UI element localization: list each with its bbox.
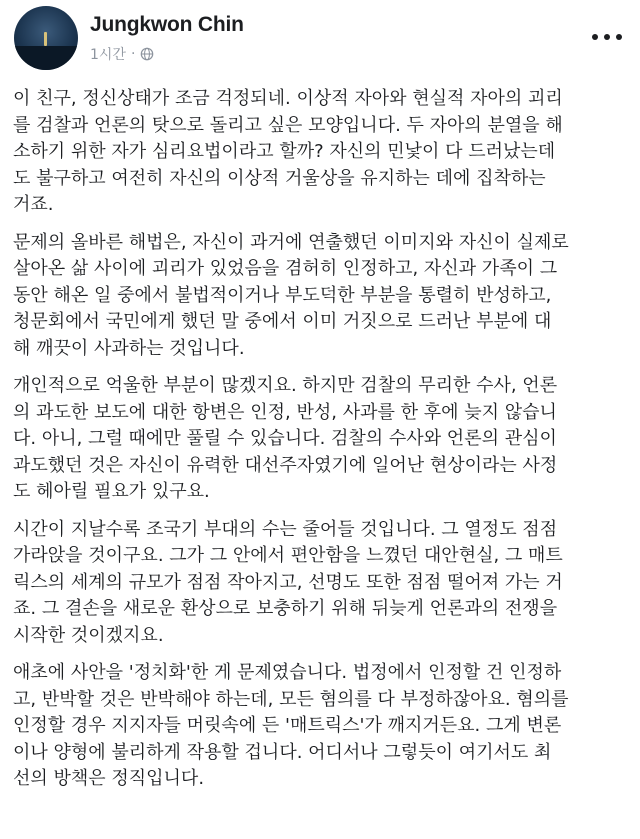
post-body [13, 86, 627, 804]
globe-icon [140, 47, 154, 61]
more-dot [592, 34, 598, 40]
more-dot [604, 34, 610, 40]
paragraph-line: 시간이 지날수록 조국기 부대의 수는 줄어들 것입니다. 그 열정도 점점 [13, 518, 558, 540]
paragraph-line: 과도했던 것은 자신이 유력한 대선주자였기에 일어난 현상이라는 사정 [13, 454, 558, 476]
meta-separator: · [130, 46, 136, 62]
post-paragraph [13, 517, 627, 650]
post-meta [90, 44, 154, 64]
paragraph-line: 가라앉을 것이구요. 그가 그 안에서 편안함을 느꼈던 대안현실, 그 매트 [13, 545, 563, 566]
paragraph-line: 청문회에서 국민에게 했던 말 중에서 이미 거짓으로 드러난 부분에 대 [13, 311, 552, 332]
paragraph-line: 해 깨끗이 사과하는 것입니다. [13, 337, 245, 359]
paragraph-line: 를 검찰과 언론의 탓으로 돌리고 싶은 모양입니다. 두 자아의 분열을 해 [13, 114, 563, 136]
paragraph-line: 이나 양형에 불리하게 작용할 겁니다. 어디서나 그렇듯이 여기서도 최 [13, 741, 552, 763]
avatar-horizon [14, 46, 78, 70]
paragraph-line: 개인적으로 억울한 부분이 많겠지요. 하지만 검찰의 무리한 수사, 언론 [13, 375, 558, 396]
author-name[interactable]: Jungkwon Chin [90, 13, 244, 36]
paragraph-line: 죠. 그 결손을 새로운 환상으로 보충하기 위해 뒤늦게 언론과의 전쟁을 [13, 598, 558, 619]
paragraph-line: 애초에 사안을 '정치화'한 게 문제였습니다. 법정에서 인정할 건 인정하 [13, 662, 562, 683]
paragraph-line: 고, 반박할 것은 반박해야 하는데, 모든 혐의를 다 부정하잖아요. 혐의를 [13, 688, 569, 710]
post-paragraph [13, 86, 627, 219]
post-header [0, 0, 640, 80]
post-paragraph [13, 660, 627, 793]
paragraph-line: 릭스의 세계의 규모가 점점 작아지고, 선명도 또한 점점 떨어져 가는 거 [13, 571, 563, 593]
paragraph-line: 의 과도한 보도에 대한 항변은 인정, 반성, 사과를 한 후에 늦지 않습니 [13, 401, 557, 423]
paragraph-line: 인정할 경우 지지자들 머릿속에 든 '매트릭스'가 깨지거든요. 그게 변론 [13, 715, 562, 736]
paragraph-line: 거죠. [13, 194, 54, 215]
avatar[interactable] [14, 6, 78, 70]
paragraph-line: 선의 방책은 정직입니다. [13, 768, 205, 789]
paragraph-line: 이 친구, 정신상태가 조금 걱정되네. 이상적 자아와 현실적 자아의 괴리 [13, 88, 563, 109]
paragraph-line: 소하기 위한 자가 심리요법이라고 할까? 자신의 민낯이 다 드러났는데 [13, 141, 556, 162]
paragraph-line: 시작한 것이겠지요. [13, 624, 164, 646]
paragraph-line: 문제의 올바른 해법은, 자신이 과거에 연출했던 이미지와 자신이 실제로 [13, 231, 569, 253]
paragraph-line: 도 헤아릴 필요가 있구요. [13, 481, 210, 502]
paragraph-line: 도 불구하고 여전히 자신의 이상적 거울상을 유지하는 데에 집착하는 [13, 167, 546, 189]
post-time[interactable]: 1시간 [90, 47, 126, 63]
more-options-icon[interactable] [592, 30, 622, 44]
post-paragraph [13, 230, 627, 363]
avatar-light [44, 32, 47, 46]
paragraph-line: 살아온 삶 사이에 괴리가 있었음을 겸허히 인정하고, 자신과 가족이 그 [13, 258, 558, 279]
post-paragraph [13, 373, 627, 506]
paragraph-line: 다. 아니, 그럴 때에만 풀릴 수 있습니다. 검찰의 수사와 언론의 관심이 [13, 428, 557, 449]
paragraph-line: 동안 해온 일 중에서 불법적이거나 부도덕한 부분을 통렬히 반성하고, [13, 284, 552, 306]
more-dot [616, 34, 622, 40]
